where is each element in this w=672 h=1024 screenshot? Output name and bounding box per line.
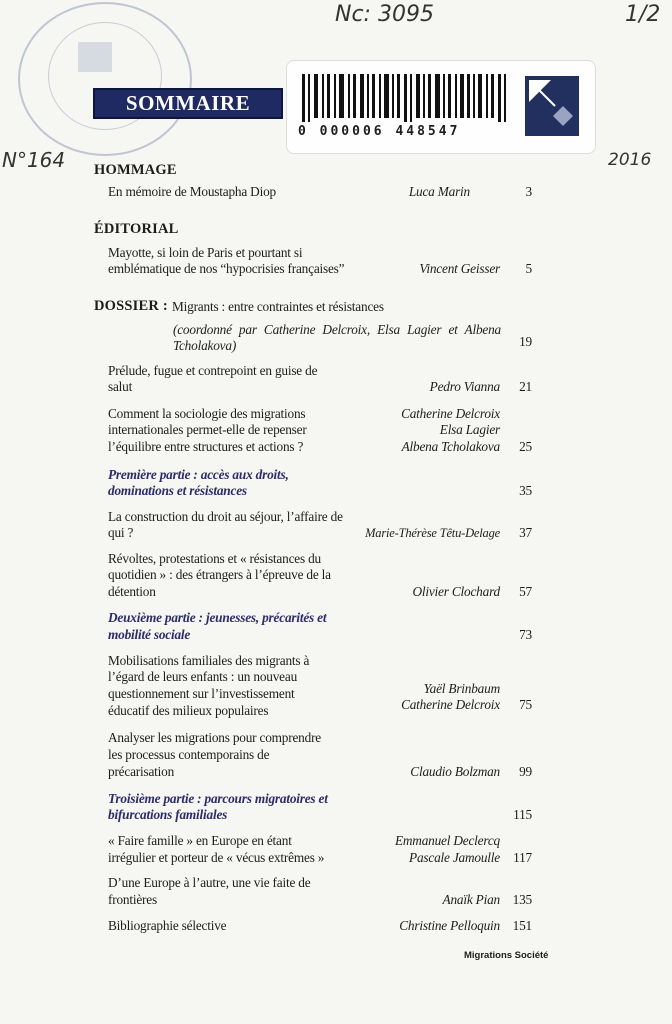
- entry-page: 37: [519, 525, 532, 540]
- entry-title-line: Mobilisations familiales des migrants à: [108, 653, 310, 668]
- entry-title-line: Révoltes, protestations et « résistances du: [108, 551, 321, 566]
- entry-title-line: Mayotte, si loin de Paris et pourtant si: [108, 245, 303, 260]
- entry-title-line: D’une Europe à l’autre, une vie faite de: [108, 875, 311, 890]
- handwritten-year: 2016: [608, 150, 652, 170]
- entry-author: Pedro Vianna: [429, 379, 500, 394]
- entry-page: 73: [519, 627, 532, 642]
- entry-title-line: frontières: [108, 892, 157, 907]
- entry-page: 35: [519, 483, 532, 498]
- entry-author: Catherine Delcroix: [401, 406, 500, 421]
- handwritten-issue-number: N°164: [2, 148, 66, 172]
- part-heading: Première partie : accès aux droits,: [108, 467, 289, 482]
- part-heading: Troisième partie : parcours migratoires et: [108, 791, 328, 806]
- entry-title-line: Comment la sociologie des migrations: [108, 406, 306, 421]
- entry-author: Yaël Brinbaum: [423, 681, 500, 696]
- library-stamp-emblem: [78, 42, 112, 72]
- entry-author: Marie-Thérèse Têtu-Delage: [365, 526, 500, 540]
- entry-author: Elsa Lagier: [439, 422, 500, 437]
- entry-page: 151: [512, 918, 532, 933]
- entry-title: Bibliographie sélective: [108, 918, 227, 933]
- entry-title-line: salut: [108, 379, 133, 394]
- barcode-number: 0 000006 448547: [298, 124, 461, 139]
- entry-title-line: les processus contemporains de: [108, 747, 270, 762]
- part-heading: bifurcations familiales: [108, 807, 228, 822]
- entry-author: Luca Marin: [408, 184, 470, 199]
- entry-author: Albena Tcholakova: [401, 439, 500, 454]
- dossier-coordination: (coordonné par Catherine Delcroix, Elsa Lagier et Albena: [173, 322, 501, 337]
- entry-title-line: qui ?: [108, 525, 134, 540]
- entry-page: 135: [512, 892, 532, 907]
- entry-title-line: l’équilibre entre structures et actions ?: [108, 439, 304, 454]
- page-title: SOMMAIRE: [93, 88, 283, 119]
- entry-title-line: Prélude, fugue et contrepoint en guise de: [108, 363, 318, 378]
- library-logo-icon: [525, 76, 579, 136]
- entry-title: En mémoire de Moustapha Diop: [108, 184, 276, 199]
- entry-page: 99: [519, 764, 532, 779]
- entry-title-line: emblématique de nos “hypocrisies françaises”: [108, 261, 345, 276]
- entry-page: 117: [513, 850, 532, 865]
- entry-title-line: internationales permet-elle de repenser: [108, 422, 307, 437]
- dossier-coordination: Tcholakova): [173, 338, 237, 353]
- entry-author: Olivier Clochard: [412, 584, 500, 599]
- entry-title-line: questionnement sur l’investissement: [108, 686, 295, 701]
- entry-page: 115: [513, 807, 532, 822]
- entry-author: Anaïk Pian: [442, 892, 500, 907]
- handwritten-page-count: 1/2: [625, 2, 661, 27]
- section-heading-editorial: ÉDITORIAL: [94, 221, 179, 237]
- entry-author: Emmanuel Declercq: [394, 833, 500, 848]
- section-heading-dossier: DOSSIER :: [94, 298, 168, 314]
- entry-title-line: Analyser les migrations pour comprendre: [108, 730, 322, 745]
- entry-title-line: précarisation: [108, 764, 175, 779]
- dossier-title: Migrants : entre contraintes et résistances: [172, 299, 384, 314]
- entry-page: 25: [519, 439, 532, 454]
- journal-footer: Migrations Société: [464, 950, 549, 961]
- entry-page: 19: [519, 334, 532, 349]
- barcode: [302, 74, 514, 122]
- entry-author: Vincent Geisser: [419, 261, 500, 276]
- entry-title-line: détention: [108, 584, 156, 599]
- handwritten-call-number: Nc: 3095: [335, 2, 434, 27]
- entry-title-line: « Faire famille » en Europe en étant: [108, 833, 292, 848]
- entry-author: Pascale Jamoulle: [409, 850, 500, 865]
- entry-author: Catherine Delcroix: [401, 697, 500, 712]
- entry-page: 57: [519, 584, 532, 599]
- entry-title-line: irrégulier et porteur de « vécus extrêmes »: [108, 850, 325, 865]
- entry-page: 5: [525, 261, 532, 276]
- entry-page: 21: [519, 379, 532, 394]
- part-heading: dominations et résistances: [108, 483, 247, 498]
- entry-title-line: éducatif des milieux populaires: [108, 703, 269, 718]
- part-heading: mobilité sociale: [108, 627, 191, 642]
- section-heading-hommage: HOMMAGE: [94, 162, 177, 178]
- entry-page: 3: [525, 184, 532, 199]
- entry-author: Claudio Bolzman: [410, 764, 500, 779]
- part-heading: Deuxième partie : jeunesses, précarités et: [108, 610, 327, 625]
- entry-title-line: quotidien » : des étrangers à l’épreuve de la: [108, 567, 331, 582]
- entry-author: Christine Pelloquin: [399, 918, 500, 933]
- entry-title-line: l’égard de leurs enfants : un nouveau: [108, 669, 298, 684]
- entry-title-line: La construction du droit au séjour, l’affaire de: [108, 509, 343, 524]
- entry-page: 75: [519, 697, 532, 712]
